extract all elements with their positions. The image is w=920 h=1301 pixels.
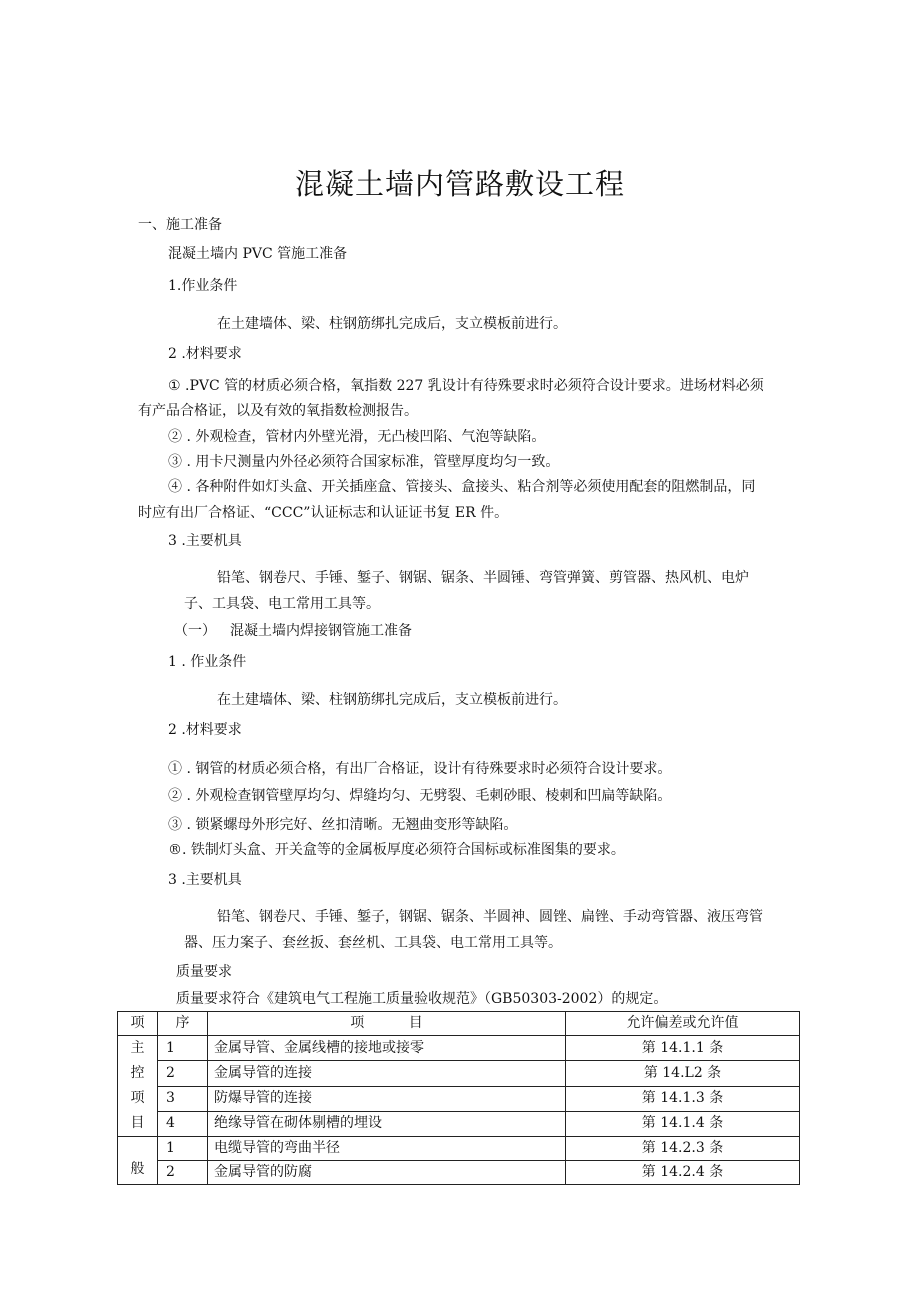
group-main-control xyxy=(118,1036,158,1137)
section-heading: 一、施工准备 xyxy=(138,217,222,233)
row-item: 绝缘导管在砌体剔槽的埋设 xyxy=(208,1111,566,1136)
table-row xyxy=(118,1111,800,1136)
steel-tools-text: 铅笔、钢卷尺、手锤、錾子，钢锯、锯条、半圆神、圆锉、扁锉、手动弯管器、液压弯管 xyxy=(217,909,763,925)
row-item: 电缆导管的弯曲半径 xyxy=(208,1137,566,1161)
group-main-char-1: 主 xyxy=(130,1040,145,1056)
row-value: 第 14.2.3 条 xyxy=(566,1137,800,1161)
steel-material-item-3: ③ . 锁紧螺母外形完好、丝扣清晰。无翘曲变形等缺陷。 xyxy=(168,817,518,833)
table-row xyxy=(118,1086,800,1111)
group-general: 般 xyxy=(118,1137,158,1185)
header-value: 允许偏差或允许值 xyxy=(566,1012,800,1036)
row-item: 防爆导管的连接 xyxy=(208,1086,566,1111)
group-main-char-4: 目 xyxy=(130,1115,145,1131)
table-row xyxy=(118,1061,800,1086)
pvc-tools-text: 铅笔、钢卷尺、手锤、錾子、钢锯、锯条、半圆锤、弯管弹簧、剪管器、热风机、电炉 xyxy=(217,570,749,586)
row-number: 4 xyxy=(158,1111,208,1136)
row-item: 金属导管的防腐 xyxy=(208,1161,566,1185)
pvc-material-item-1: ① .PVC 管的材质必须合格，氧指数 227 乳设计有待殊要求时必须符合设计要求。进场材料必须 xyxy=(168,378,764,394)
row-number: 3 xyxy=(158,1086,208,1111)
table-header-row xyxy=(118,1012,800,1036)
row-number: 1 xyxy=(158,1137,208,1161)
pvc-material-item-4: ④ . 各种附件如灯头盒、开关插座盒、管接头、盒接头、粘合剂等必须使用配套的阻燃制品，同 xyxy=(168,479,756,495)
row-value: 第 14.1.3 条 xyxy=(566,1086,800,1111)
pvc-heading: 混凝土墙内 PVC 管施工准备 xyxy=(168,246,348,262)
steel-tools-text-cont: 器、压力案子、套丝扳、套丝机、工具袋、电工常用工具等。 xyxy=(184,935,562,951)
pvc-material-item-3: ③ . 用卡尺测量内外径必须符合国家标准，管壁厚度均匀一致。 xyxy=(168,454,560,470)
steel-material-item-4: ®. 铁制灯头盒、开关盒等的金属板厚度必须符合国标或标准图集的要求。 xyxy=(168,842,625,858)
steel-tools-title: 3 .主要机具 xyxy=(168,872,242,888)
steel-work-condition-text: 在土建墙体、梁、柱钢筋绑扎完成后，支立模板前进行。 xyxy=(217,692,567,708)
pvc-tools-text-cont: 子、工具袋、电工常用工具等。 xyxy=(184,596,380,612)
table-row xyxy=(118,1036,800,1061)
steel-material-title: 2 .材料要求 xyxy=(168,722,242,738)
row-value: 第 14.1.4 条 xyxy=(566,1111,800,1136)
steel-material-item-2: ② . 外观检查钢管壁厚均匀、焊缝均匀、无劈裂、毛刺砂眼、棱刺和凹扁等缺陷。 xyxy=(168,788,672,804)
table-row xyxy=(118,1137,800,1161)
pvc-tools-title: 3 .主要机具 xyxy=(168,533,242,549)
row-number: 1 xyxy=(158,1036,208,1061)
table-row xyxy=(118,1161,800,1185)
quality-title: 质量要求 xyxy=(176,964,232,980)
quality-table xyxy=(117,1011,800,1185)
pvc-material-title: 2 .材料要求 xyxy=(168,346,242,362)
pvc-material-item-1-cont: 有产品合格证，以及有效的氧指数检测报告。 xyxy=(138,403,418,419)
pvc-work-condition-title: 1.作业条件 xyxy=(168,278,238,294)
row-item: 金属导管、金属线槽的接地或接零 xyxy=(208,1036,566,1061)
row-value: 第 14.L2 条 xyxy=(566,1061,800,1086)
group-main-char-3: 项 xyxy=(130,1090,145,1106)
steel-material-item-1: ① . 钢管的材质必须合格，有出厂合格证，设计有待殊要求时必须符合设计要求。 xyxy=(168,761,672,777)
pvc-material-item-4-cont: 时应有出厂合格证、“CCC”认证标志和认证证书复 ER 件。 xyxy=(138,505,509,521)
group-main-char-2: 控 xyxy=(130,1065,145,1081)
steel-heading: 混凝土墙内焊接钢管施工准备 xyxy=(230,623,412,639)
row-number: 2 xyxy=(158,1061,208,1086)
steel-heading-number: （一） xyxy=(174,623,216,639)
pvc-work-condition-text: 在土建墙体、梁、柱钢筋绑扎完成后，支立模板前进行。 xyxy=(217,316,567,332)
row-item: 金属导管的连接 xyxy=(208,1061,566,1086)
row-value: 第 14.2.4 条 xyxy=(566,1161,800,1185)
quality-text: 质量要求符合《建筑电气工程施工质量验收规范》（GB50303-2002）的规定。 xyxy=(176,991,668,1007)
pvc-material-item-2: ② . 外观检查，管材内外壁光滑，无凸棱凹陷、气泡等缺陷。 xyxy=(168,429,546,445)
header-item: 项 目 xyxy=(208,1012,566,1036)
steel-work-condition-title: 1 . 作业条件 xyxy=(168,654,247,670)
header-category: 项 xyxy=(118,1012,158,1036)
page-title: 混凝土墙内管路敷设工程 xyxy=(294,167,625,201)
header-number: 序 xyxy=(158,1012,208,1036)
row-number: 2 xyxy=(158,1161,208,1185)
row-value: 第 14.1.1 条 xyxy=(566,1036,800,1061)
